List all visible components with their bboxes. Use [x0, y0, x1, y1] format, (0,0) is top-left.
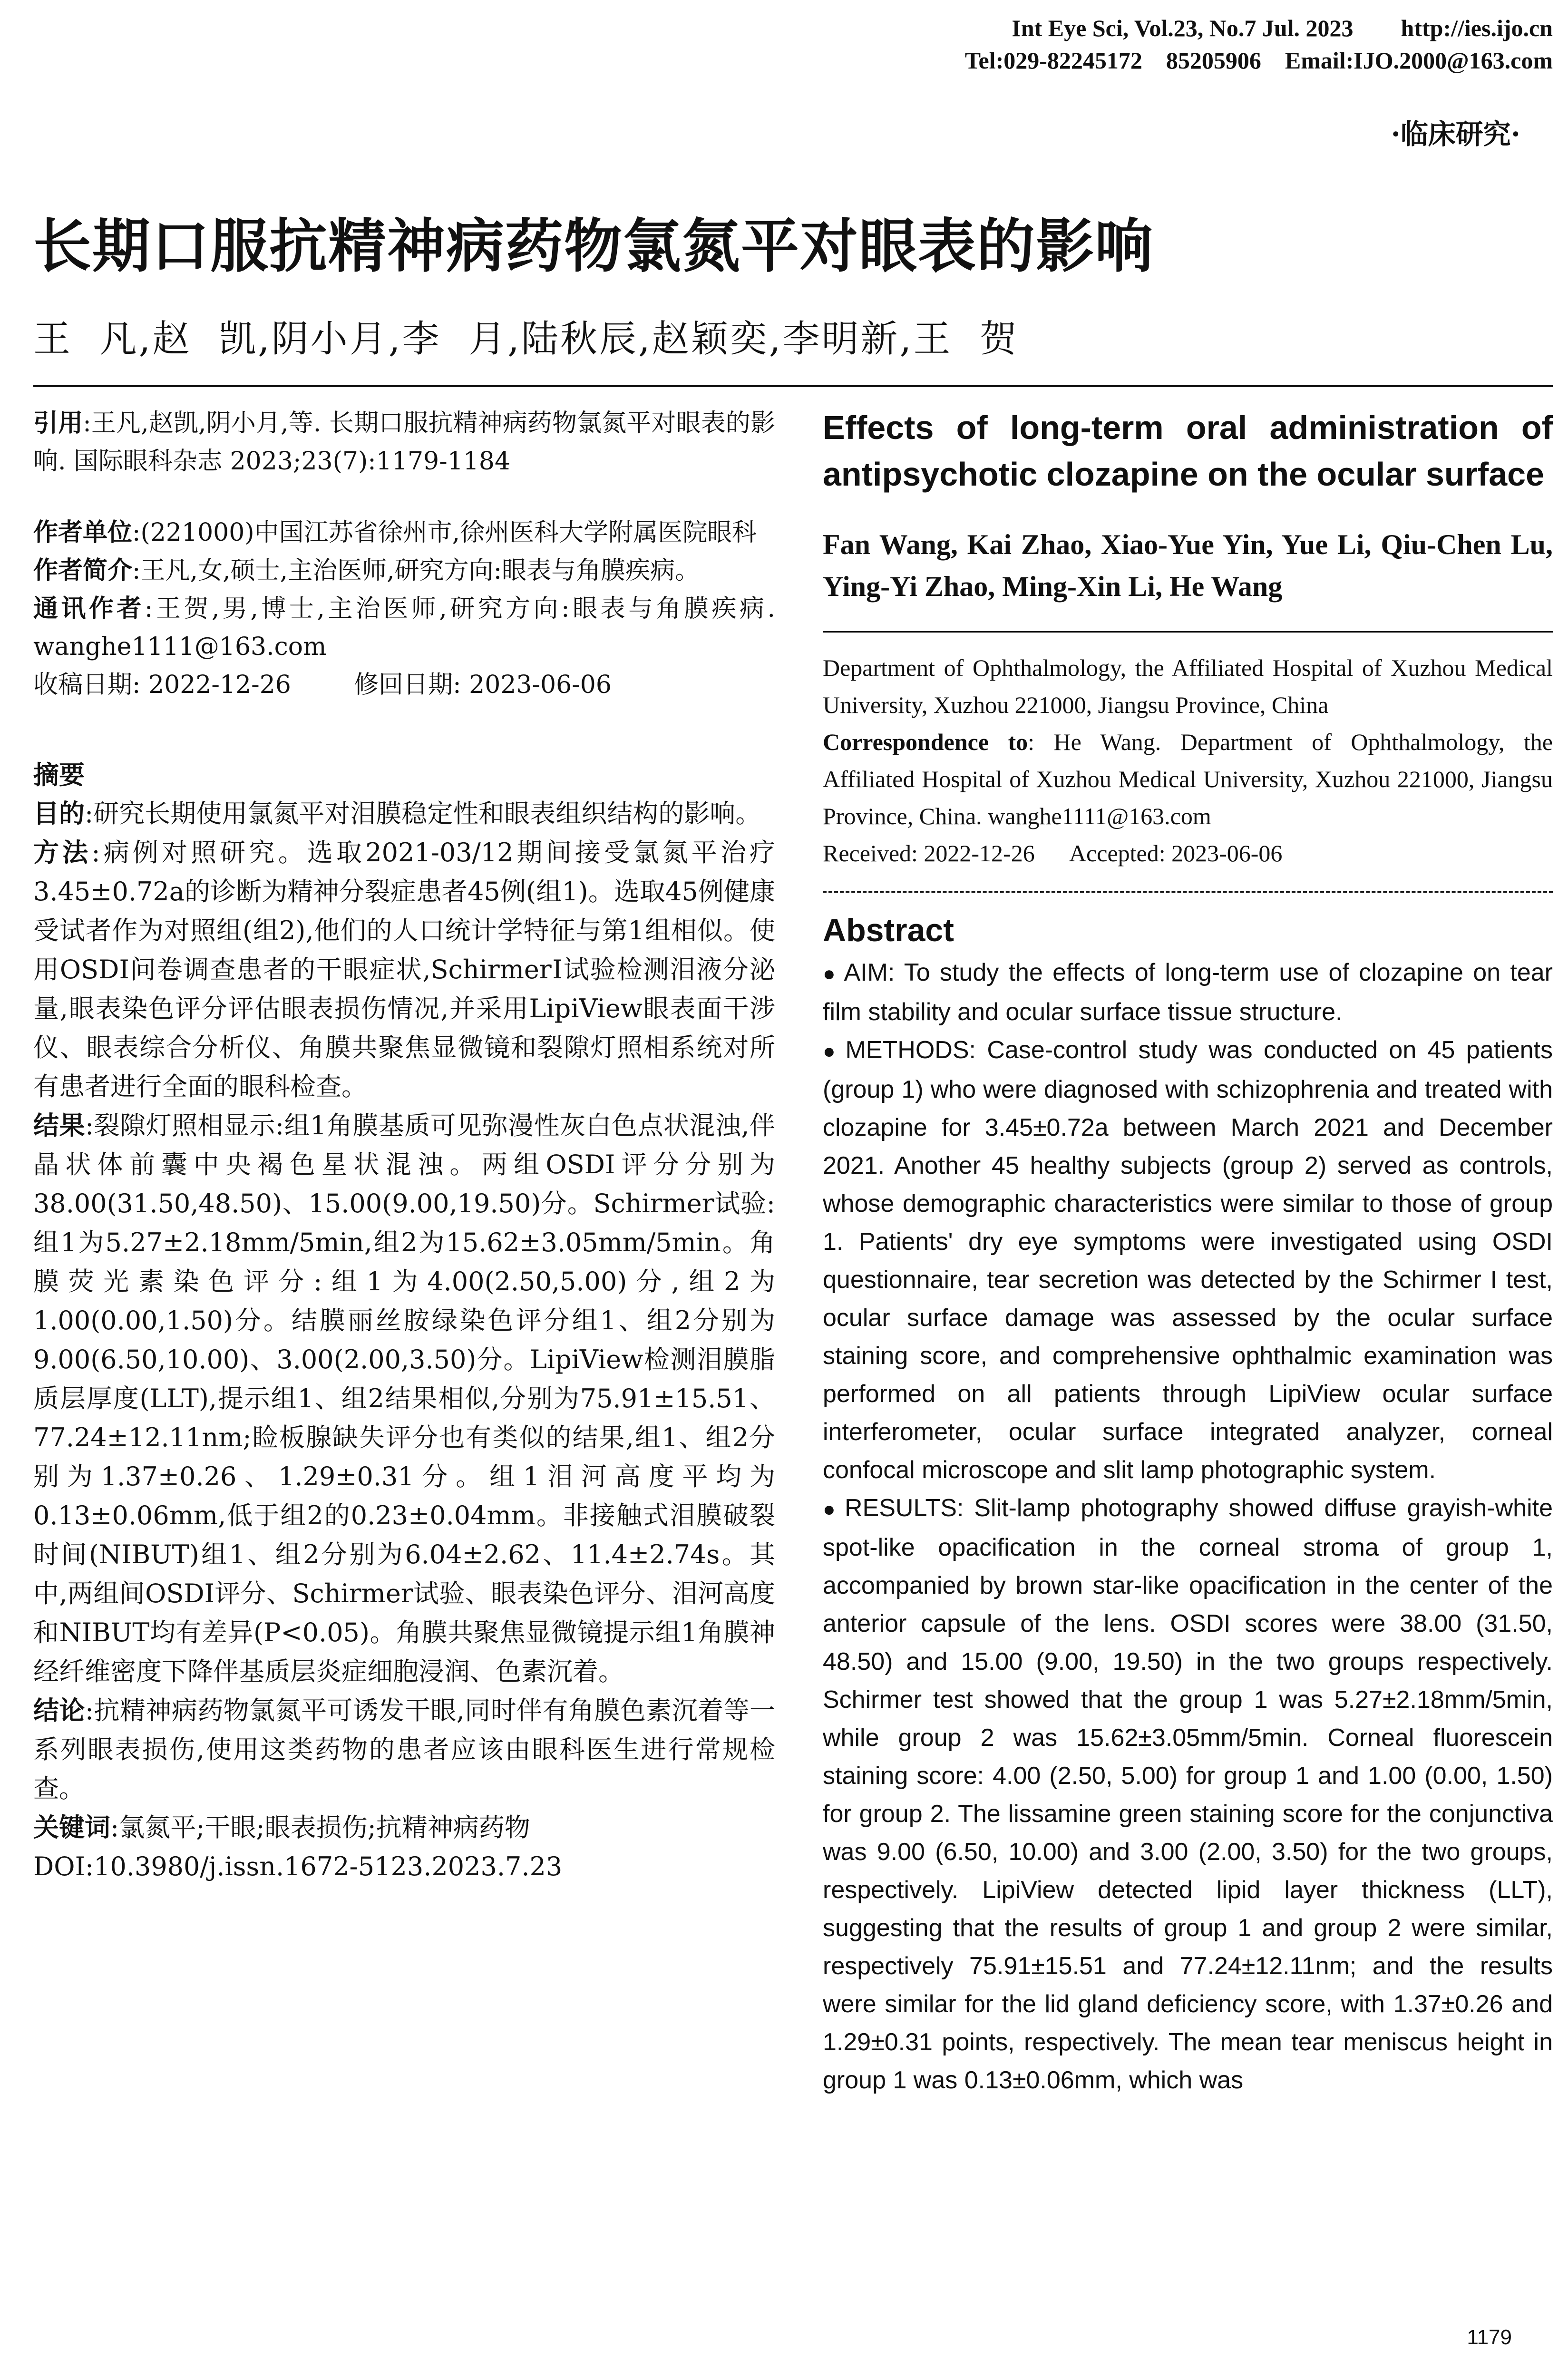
page-number: 1179 — [1467, 2326, 1512, 2349]
aim-label: 目的 — [33, 799, 85, 828]
doi: DOI:10.3980/j.issn.1672-5123.2023.7.23 — [33, 1851, 563, 1881]
right-column — [823, 404, 1553, 2099]
aim-en-text: AIM: To study the effects of long-term use of clozapine on tear film stability and ocular surface tissue structure. — [823, 959, 1553, 1026]
bullet-icon: ● — [823, 1498, 839, 1521]
corresponding-author — [33, 590, 775, 666]
article-title-en: Effects of long-term oral administration of antipsychotic clozapine on the ocular surface — [823, 409, 1553, 493]
results-label: 结果 — [33, 1111, 85, 1140]
abstract-en — [823, 954, 1553, 2099]
corresponding-author-text: :王贺,男,博士,主治医师,研究方向:眼表与角膜疾病. wanghe1111@163.com — [33, 594, 775, 661]
corresponding-author-label: 通讯作者 — [33, 594, 145, 623]
correspondence-text: : He Wang. Department of Ophthalmology, the Affiliated Hospital of Xuzhou Medical University, Xuzhou 221000, Jiangsu Province, China. wanghe1111@163.com — [823, 729, 1553, 829]
conclusion-text: :抗精神病药物氯氮平可诱发干眼,同时伴有角膜色素沉着等一系列眼表损伤,使用这类药物的患者应该由眼科医生进行常规检查。 — [33, 1695, 775, 1803]
results-en-text: RESULTS: Slit-lamp photography showed diffuse grayish-white spot-like opacification in the corneal stroma of group 1, accompanied by brown star-like opacification in the center of the anterior capsule of the lens. OSDI scores were 38.00 (31.50, 48.50) and 15.00 (9.00, 19.50) in the two groups respectively. Schirmer test showed that the group 1 was 5.27±2.18mm/5min, while group 2 was 15.62±3.05mm/5min. Corneal fluorescein staining score: 4.00 (2.50, 5.00) for group 1 and 1.00 (0.00, 1.50) for group 2. The lissamine green staining score for the conjunctiva was 9.00 (6.50, 10.00) and 3.00 (2.00, 3.50) for the two groups, respectively. LipiView detected lipid layer thickness (LLT), suggesting that the results of group 1 and group 2 were similar, respectively 75.91±15.51 and 77.24±12.11nm; and the results were similar for the lid gland deficiency score, with 1.37±0.26 and 1.29±0.31 points, respectively. The mean tear meniscus height in group 1 was 0.13±0.06mm, which was — [823, 1494, 1553, 2094]
aim-text: :研究长期使用氯氮平对泪膜稳定性和眼表组织结构的影响。 — [85, 799, 761, 828]
citation-text: :王凡,赵凯,阴小月,等. 长期口服抗精神病药物氯氮平对眼表的影响. 国际眼科杂志 2023;23(7):1179-1184 — [33, 409, 775, 476]
keywords-text: :氯氮平;干眼;眼表损伤;抗精神病药物 — [110, 1812, 530, 1842]
methods-text: :病例对照研究。选取2021-03/12期间接受氯氮平治疗3.45±0.72a的诊断为精神分裂症患者45例(组1)。选取45例健康受试者作为对照组(组2),他们的人口统计学特征与第1组相似。使用OSDI问卷调查患者的干眼症状,SchirmerⅠ试验检测泪液分泌量,眼表染色评分评估眼表损伤情况,并采用LipiView眼表面干涉仪、眼表综合分析仪、角膜共聚焦显微镜和裂隙灯照相系统对所有患者进行全面的眼科检查。 — [33, 838, 776, 1101]
author-unit-label: 作者单位 — [33, 518, 133, 547]
article-title-cn: 长期口服抗精神病药物氯氮平对眼表的影响 — [33, 213, 1154, 280]
abstract-methods-cn — [33, 833, 775, 1106]
keywords-cn — [33, 1808, 775, 1847]
abstract-heading-en: Abstract — [823, 912, 954, 948]
author-unit-text: :(221000)中国江苏省徐州市,徐州医科大学附属医院眼科 — [132, 518, 757, 547]
abstract-methods-en — [823, 1031, 1553, 1489]
abstract-results-en — [823, 1489, 1553, 2099]
affiliation-en: Department of Ophthalmology, the Affiliated Hospital of Xuzhou Medical University, Xuzhou 221000, Jiangsu Province, China — [823, 654, 1553, 718]
results-text: :裂隙灯照相显示:组1角膜基质可见弥漫性灰白色点状混浊,伴晶状体前囊中央褐色星状混浊。两组OSDI评分分别为38.00(31.50,48.50)、15.00(9.00,19.50)分。Schirmer试验:组1为5.27±2.18mm/5min,组2为15.62±3.05mm/5min。角膜荧光素染色评分:组1为4.00(2.50,5.00)分,组2为1.00(0.00,1.50)分。结膜丽丝胺绿染色评分组1、组2分别为9.00(6.50,10.00)、3.00(2.00,3.50)分。LipiView检测泪膜脂质层厚度(LLT),提示组1、组2结果相似,分别为75.91±15.51、77.24±12.11nm;睑板腺缺失评分也有类似的结果,组1、组2分别为1.37±0.26、1.29±0.31分。组1泪河高度平均为0.13±0.06mm,低于组2的0.23±0.04mm。非接触式泪膜破裂时间(NIBUT)组1、组2分别为6.04±2.62、11.4±2.74s。其中,两组间OSDI评分、Schirmer试验、眼表染色评分、泪河高度和NIBUT均有差异(P<0.05)。角膜共聚焦显微镜提示组1角膜神经纤维密度下降伴基质层炎症细胞浸润、色素沉着。 — [33, 1111, 776, 1686]
dashed-rule — [823, 891, 1553, 893]
journal-header-line2: Tel:029-82245172 85205906 Email:IJO.2000@163.com — [964, 47, 1553, 74]
authors-cn: 王 凡,赵 凯,阴小月,李 月,陆秋辰,赵颖奕,李明新,王 贺 — [33, 318, 1019, 360]
citation — [33, 404, 775, 480]
left-column — [33, 404, 775, 1886]
methods-en-text: METHODS: Case-control study was conducted on 45 patients (group 1) who were diagnosed with schizophrenia and treated with clozapine for 3.45±0.72a between March 2021 and December 2021. Another 45 healthy subjects (group 2) served as controls, whose demographic characteristics were similar to those of group 1. Patients' dry eye symptoms were investigated using OSDI questionnaire, tear secretion was detected by the Schirmer I test, ocular surface damage was assessed by the ocular surface staining score, and comprehensive ophthalmic examination was performed on all patients through LipiView ocular surface interferometer, ocular surface integrated analyzer, corneal confocal microscope and slit lamp photographic system. — [823, 1036, 1553, 1484]
correspondence-label: Correspondence to — [823, 729, 1028, 755]
conclusion-label: 结论 — [33, 1695, 85, 1725]
dates-en: Received: 2022-12-26 Accepted: 2023-06-06 — [823, 840, 1283, 867]
title-rule — [33, 385, 1553, 387]
author-bio-label: 作者简介 — [33, 556, 133, 585]
keywords-label: 关键词 — [33, 1812, 110, 1842]
bullet-icon: ● — [823, 1040, 840, 1063]
author-unit — [33, 514, 775, 552]
journal-header-line1: Int Eye Sci, Vol.23, No.7 Jul. 2023 http://ies.ijo.cn — [1012, 15, 1553, 41]
author-bio — [33, 552, 775, 590]
author-bio-text: :王凡,女,硕士,主治医师,研究方向:眼表与角膜疾病。 — [132, 556, 700, 585]
abstract-results-cn — [33, 1106, 775, 1691]
abstract-conclusion-cn — [33, 1691, 775, 1808]
authors-en: Fan Wang, Kai Zhao, Xiao-Yue Yin, Yue Li, Qiu-Chen Lu, Ying-Yi Zhao, Ming-Xin Li, He Wang — [823, 529, 1553, 602]
affiliation-block — [823, 649, 1553, 872]
methods-label: 方法 — [33, 838, 92, 867]
citation-label: 引用 — [33, 409, 83, 438]
abstract-aim-cn — [33, 794, 775, 833]
received-dates: 收稿日期: 2022-12-26 修回日期: 2023-06-06 — [33, 671, 612, 699]
authors-rule — [823, 631, 1553, 633]
abstract-aim-en — [823, 954, 1553, 1031]
abstract-heading-cn: 摘要 — [33, 760, 85, 790]
section-tag: ·临床研究· — [1391, 118, 1520, 150]
bullet-icon: ● — [823, 962, 838, 985]
correspondence-en — [823, 723, 1553, 835]
